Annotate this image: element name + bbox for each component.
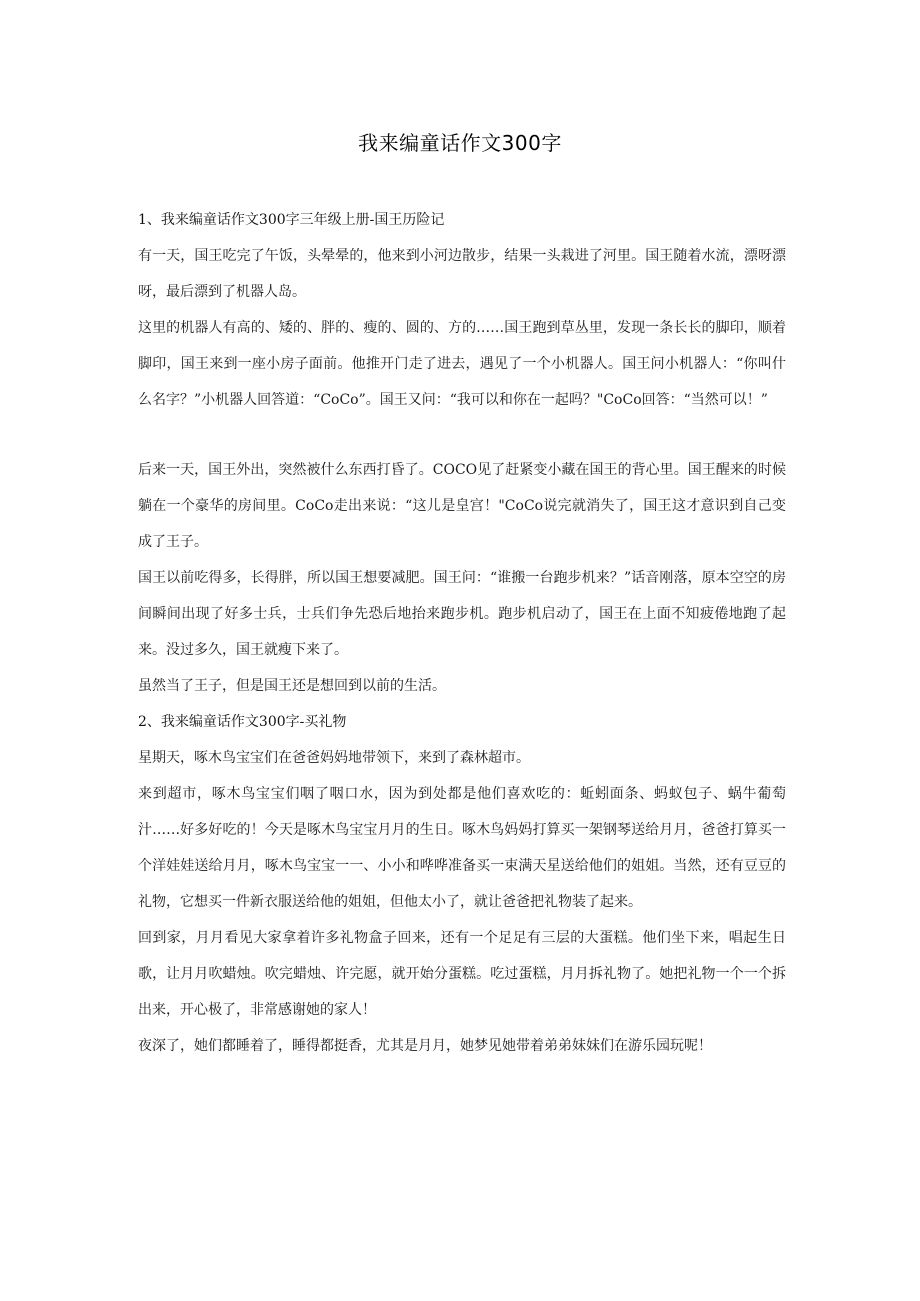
section-1-paragraph: 这里的机器人有高的、矮的、胖的、瘦的、圆的、方的……国王跑到草丛里，发现一条长长的脚印，顺着脚印，国王来到一座小房子面前。他推开门走了进去，遇见了一个小机器人。国王问小机器人：“你叫什么名字？”小机器人回答道：“CoCo”。国王又问：“我可以和你在一起吗？"CoCo回答：“当然可以！” bbox=[138, 320, 786, 408]
paragraph-spacer bbox=[138, 418, 786, 452]
section-1-paragraph: 虽然当了王子，但是国王还是想回到以前的生活。 bbox=[138, 678, 446, 694]
section-2-paragraph: 来到超市，啄木鸟宝宝们咽了咽口水，因为到处都是他们喜欢吃的：蚯蚓面条、蚂蚁包子、蜗牛葡萄汁……好多好吃的！今天是啄木鸟宝宝月月的生日。啄木鸟妈妈打算买一架钢琴送给月月，爸爸打算买一个洋娃娃送给月月，啄木鸟宝宝一一、小小和哗哗准备买一束满天星送给他们的姐姐。当然，还有豆豆的礼物，它想买一件新衣服送给他的姐姐，但他太小了，就让爸爸把礼物装了起来。 bbox=[138, 786, 786, 910]
section-2-paragraph: 星期天，啄木鸟宝宝们在爸爸妈妈地带领下，来到了森林超市。 bbox=[138, 750, 530, 766]
section-2-heading: 2、我来编童话作文300字-买礼物 bbox=[138, 714, 347, 730]
section-2-paragraph: 夜深了，她们都睡着了，睡得都挺香，尤其是月月，她梦见她带着弟弟妹妹们在游乐园玩呢！ bbox=[138, 1038, 712, 1054]
section-1-paragraph: 国王以前吃得多，长得胖，所以国王想要减肥。国王问：“谁搬一台跑步机来？”话音刚落，原本空空的房间瞬间出现了好多士兵，士兵们争先恐后地抬来跑步机。跑步机启动了，国王在上面不知疲倦地跑了起来。没过多久，国王就瘦下来了。 bbox=[138, 570, 786, 658]
section-1-heading: 1、我来编童话作文300字三年级上册-国王历险记 bbox=[138, 212, 445, 228]
section-1-paragraph: 有一天，国王吃完了午饭，头晕晕的，他来到小河边散步，结果一头栽进了河里。国王随着水流，漂呀漂呀，最后漂到了机器人岛。 bbox=[138, 248, 786, 300]
document-body bbox=[138, 202, 786, 1064]
section-2-paragraph: 回到家，月月看见大家拿着许多礼物盒子回来，还有一个足足有三层的大蛋糕。他们坐下来，唱起生日歌，让月月吹蜡烛。吹完蜡烛、许完愿，就开始分蛋糕。吃过蛋糕，月月拆礼物了。她把礼物一个一个拆出来，开心极了，非常感谢她的家人！ bbox=[138, 930, 786, 1018]
document-title: 我来编童话作文300字 bbox=[358, 131, 562, 155]
section-1-paragraph: 后来一天，国王外出，突然被什么东西打昏了。COCO见了赶紧变小藏在国王的背心里。国王醒来的时候躺在一个豪华的房间里。CoCo走出来说：“这儿是皇宫！"CoCo说完就消失了，国王这才意识到自己变成了王子。 bbox=[138, 462, 786, 550]
